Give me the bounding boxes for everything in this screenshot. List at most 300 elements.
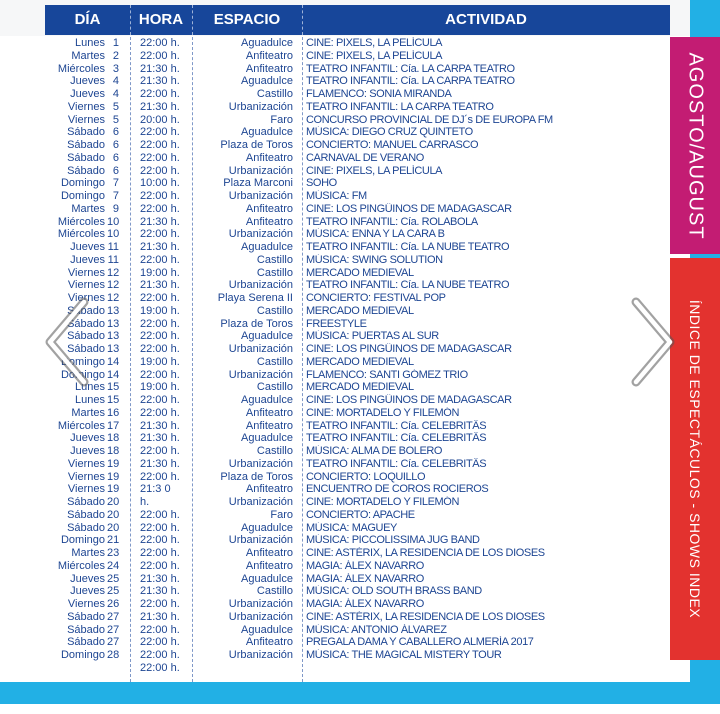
activity-cell: CINE: MORTADELO Y FILEMÓN <box>306 406 459 419</box>
table-row <box>45 624 670 637</box>
day-number-cell: 2 <box>112 49 119 62</box>
venue-cell: Anfiteatro <box>245 559 293 572</box>
venue-cell: Anfiteatro <box>245 406 293 419</box>
venue-cell: Castillo <box>256 88 293 100</box>
venue-cell: Castillo <box>256 266 293 279</box>
time-cell: 22:00 h. <box>140 253 180 266</box>
activity-cell: TEATRO INFANTIL: Cía. ROLABOLA <box>306 215 478 228</box>
tab-agosto-label: AGOSTO/AUGUST <box>684 51 707 240</box>
venue-cell: Urbanización <box>228 368 293 381</box>
activity-cell: CONCIERTO: MANUEL CARRASCO <box>306 139 479 151</box>
table-header <box>45 5 670 35</box>
table-row <box>45 50 670 63</box>
activity-cell: TEATRO INFANTIL: Cía. LA CARPA TEATRO <box>306 75 515 88</box>
day-number-cell: 13 <box>107 343 119 355</box>
table-row <box>45 88 670 101</box>
time-cell: 21:30 h. <box>140 419 180 432</box>
day-number-cell: 7 <box>112 190 119 202</box>
venue-cell: Urbanización <box>228 100 293 113</box>
table-row <box>45 101 670 114</box>
day-number-cell: 25 <box>107 585 119 598</box>
time-cell: 22:00 h. <box>140 623 180 636</box>
activity-cell: FLAMENCO: SANTI GÓMEZ TRIO <box>306 368 468 381</box>
activity-cell: MAGIA: ÁLEX NAVARRO <box>306 572 424 585</box>
time-cell: 22:00 h. <box>140 330 180 343</box>
venue-cell: Anfiteatro <box>245 483 293 496</box>
venue-cell: Plaza de Toros <box>220 139 293 151</box>
day-number-cell: 19 <box>107 457 119 470</box>
header-divider <box>192 5 193 35</box>
activity-cell: MERCADO MEDIEVAL <box>306 381 414 394</box>
time-cell: 19:00 h. <box>140 304 180 317</box>
time-cell: 22:00 h. <box>140 661 180 674</box>
activity-cell: CINE: ASTÉRIX, LA RESIDENCIA DE LOS DIOSES <box>306 547 545 559</box>
activity-cell: MAGIA: ÁLEX NAVARRO <box>306 598 424 610</box>
table-row <box>45 496 670 509</box>
day-cell: Jueves <box>70 445 105 457</box>
time-cell: 22:00 h. <box>140 394 180 406</box>
activity-cell: MAGIA: ÁLEX NAVARRO <box>306 559 424 572</box>
day-cell: Sábado <box>67 151 105 164</box>
activity-cell: CINE: MORTADELO Y FILEMÓN <box>306 496 459 508</box>
next-button[interactable] <box>622 296 682 388</box>
day-cell: Viernes <box>67 457 105 470</box>
activity-cell: CINE: PIXELS, LA PELÍCULA <box>306 164 443 177</box>
activity-cell: SOHO <box>306 177 337 190</box>
venue-cell: Urbanización <box>228 164 293 177</box>
venue-cell: Plaza de Toros <box>220 317 293 330</box>
day-number-cell: 18 <box>107 445 119 457</box>
venue-cell: Castillo <box>256 381 293 394</box>
day-cell: Miércoles <box>57 559 105 572</box>
day-number-cell: 4 <box>112 88 119 100</box>
activity-cell: TEATRO INFANTIL: Cía. LA NUBE TEATRO <box>306 279 510 292</box>
table-row <box>45 662 670 675</box>
venue-cell: Aguadulce <box>241 75 293 88</box>
day-cell: Viernes <box>67 483 105 496</box>
time-cell: 21:30 h. <box>140 572 180 585</box>
day-number-cell: 16 <box>107 406 119 419</box>
day-number-cell: 27 <box>107 610 119 623</box>
venue-cell: Playa Serena II <box>217 292 293 304</box>
day-cell: Domingo <box>60 368 105 381</box>
day-cell: Viernes <box>67 266 105 279</box>
day-number-cell: 25 <box>107 572 119 585</box>
day-cell: Martes <box>71 202 105 215</box>
table-row <box>45 573 670 586</box>
activity-cell: CONCIERTO: APACHE <box>306 508 415 521</box>
time-cell: 22:00 h. <box>140 470 180 483</box>
venue-cell: Aguadulce <box>241 126 293 139</box>
time-cell: 22:00 h. <box>140 88 180 100</box>
header-divider <box>130 5 131 35</box>
time-cell: 21:30 h. <box>140 610 180 623</box>
table-row <box>45 471 670 484</box>
venue-cell: Aguadulce <box>241 521 293 534</box>
table-row <box>45 369 670 382</box>
day-number-cell: 14 <box>107 355 119 368</box>
day-number-cell: 19 <box>107 483 119 496</box>
venue-cell: Castillo <box>256 585 293 598</box>
day-cell: Viernes <box>67 279 105 292</box>
time-cell: 22:00 h. <box>140 636 180 649</box>
time-cell: 22:00 h. <box>140 547 180 559</box>
venue-cell: Aguadulce <box>241 394 293 406</box>
time-cell: 19:00 h. <box>140 266 180 279</box>
day-number-cell: 15 <box>107 394 119 406</box>
time-cell: 10:00 h. <box>140 177 180 190</box>
day-number-cell: 9 <box>112 202 119 215</box>
time-cell: 21:30 h. <box>140 279 180 292</box>
day-cell: Sábado <box>67 521 105 534</box>
bottom-frame-strip <box>0 682 720 704</box>
time-cell: 21:30 h. <box>140 432 180 445</box>
table-row <box>45 203 670 216</box>
table-row <box>45 292 670 305</box>
day-number-cell: 1 <box>112 37 119 49</box>
table-row <box>45 126 670 139</box>
day-number-cell: 7 <box>112 177 119 190</box>
table-row <box>45 534 670 547</box>
activity-cell: MÚSICA: THE MAGICAL MISTERY TOUR <box>306 649 502 661</box>
activity-cell: MERCADO MEDIEVAL <box>306 355 414 368</box>
day-cell: Jueves <box>70 253 105 266</box>
day-number-cell: 5 <box>112 113 119 126</box>
table-row <box>45 216 670 229</box>
table-row <box>45 279 670 292</box>
day-number-cell: 13 <box>107 330 119 343</box>
venue-cell: Urbanización <box>228 610 293 623</box>
time-cell: 22:00 h. <box>140 317 180 330</box>
day-cell: Jueves <box>70 75 105 88</box>
day-cell: Lunes <box>75 37 105 49</box>
venue-cell: Urbanización <box>228 534 293 547</box>
day-cell: Viernes <box>67 598 105 610</box>
time-cell: 22:00 h. <box>140 139 180 151</box>
header-espacio: ESPACIO <box>213 11 281 28</box>
venue-cell: Anfiteatro <box>245 636 293 649</box>
day-cell: Sábado <box>67 126 105 139</box>
activity-cell: TEATRO INFANTIL: Cía. LA CARPA TEATRO <box>306 62 515 75</box>
time-cell: 21:3 0 <box>140 483 171 496</box>
activity-cell: TEATRO INFANTIL: Cía. CELEBRITÂS <box>306 419 487 432</box>
day-cell: Domingo <box>60 177 105 190</box>
day-cell: Martes <box>71 49 105 62</box>
table-row <box>45 420 670 433</box>
day-number-cell: 23 <box>107 547 119 559</box>
venue-cell: Aguadulce <box>241 572 293 585</box>
table-row <box>45 343 670 356</box>
day-cell: Jueves <box>70 241 105 253</box>
time-cell: 22:00 h. <box>140 190 180 202</box>
venue-cell: Castillo <box>256 355 293 368</box>
time-cell: 22:00 h. <box>140 598 180 610</box>
table-row <box>45 483 670 496</box>
activity-cell: MÚSICA: ENNA Y LA CARA B <box>306 228 445 241</box>
time-cell: 21:30 h. <box>140 585 180 598</box>
activity-cell: ENCUENTRO DE COROS ROCIEROS <box>306 483 489 496</box>
day-cell: Sábado <box>67 508 105 521</box>
venue-cell: Castillo <box>256 304 293 317</box>
day-cell: Domingo <box>60 190 105 202</box>
day-number-cell: 6 <box>112 139 119 151</box>
venue-cell: Anfiteatro <box>245 547 293 559</box>
activity-cell: MÚSICA: DIEGO CRUZ QUINTETO <box>306 126 473 139</box>
venue-cell: Castillo <box>256 445 293 457</box>
time-cell: 21:30 h. <box>140 241 180 253</box>
table-row <box>45 598 670 611</box>
activity-cell: CINE: LOS PINGÜINOS DE MADAGASCAR <box>306 343 512 355</box>
table-row <box>45 394 670 407</box>
venue-cell: Urbanización <box>228 279 293 292</box>
day-number-cell: 3 <box>112 62 119 75</box>
table-row <box>45 585 670 598</box>
day-cell: Martes <box>71 547 105 559</box>
table-row <box>45 432 670 445</box>
table-row <box>45 228 670 241</box>
table-row <box>45 407 670 420</box>
venue-cell: Faro <box>270 113 293 126</box>
day-number-cell: 6 <box>112 126 119 139</box>
day-cell: Lunes <box>75 394 105 406</box>
tab-indice-label: ÍNDICE DE ESPECTÁCULOS - SHOWS INDEX <box>687 299 703 619</box>
table-row <box>45 318 670 331</box>
day-number-cell: 18 <box>107 432 119 445</box>
activity-cell: CINE: ASTÉRIX, LA RESIDENCIA DE LOS DIOSES <box>306 610 545 623</box>
day-number-cell: 15 <box>107 381 119 394</box>
day-number-cell: 6 <box>112 164 119 177</box>
day-cell: Sábado <box>67 636 105 649</box>
time-cell: 21:30 h. <box>140 100 180 113</box>
activity-cell: MÚSICA: MAGUEY <box>306 521 397 534</box>
activity-cell: MERCADO MEDIEVAL <box>306 304 414 317</box>
day-number-cell: 4 <box>112 75 119 88</box>
venue-cell: Aguadulce <box>241 330 293 343</box>
venue-cell: Aguadulce <box>241 241 293 253</box>
day-number-cell: 26 <box>107 598 119 610</box>
table-row <box>45 522 670 535</box>
day-cell: Viernes <box>67 113 105 126</box>
day-cell: Miércoles <box>57 419 105 432</box>
previous-button[interactable] <box>38 296 98 388</box>
activity-cell: CONCIERTO: LOQUILLO <box>306 470 426 483</box>
day-number-cell: 12 <box>107 266 119 279</box>
activity-cell: CONCURSO PROVINCIAL DE DJ´s DE EUROPA FM <box>306 113 553 126</box>
activity-cell: CARNAVAL DE VERANO <box>306 151 424 164</box>
time-cell: 21:30 h. <box>140 62 180 75</box>
day-number-cell: 27 <box>107 623 119 636</box>
time-cell: 22:00 h. <box>140 37 180 49</box>
activity-cell: MÚSICA: PUERTAS AL SUR <box>306 330 439 343</box>
table-row <box>45 177 670 190</box>
time-cell: 19:00 h. <box>140 381 180 394</box>
activity-cell: MÚSICA: OLD SOUTH BRASS BAND <box>306 585 482 598</box>
day-number-cell: 11 <box>107 253 119 266</box>
venue-cell: Urbanización <box>228 228 293 241</box>
activity-cell: PREGALA DAMA Y CABALLERO ALMERÍA 2017 <box>306 636 534 649</box>
time-cell: 22:00 h. <box>140 202 180 215</box>
day-cell: Sábado <box>67 623 105 636</box>
day-cell: Lunes <box>75 381 105 394</box>
day-cell: Miércoles <box>57 62 105 75</box>
activity-cell: TEATRO INFANTIL: LA CARPA TEATRO <box>306 100 494 113</box>
day-cell: Sábado <box>67 343 105 355</box>
day-number-cell: 21 <box>107 534 119 547</box>
table-row <box>45 190 670 203</box>
table-row <box>45 356 670 369</box>
header-hora: HORA <box>138 11 184 28</box>
activity-cell: TEATRO INFANTIL: Cía. CELEBRITÂS <box>306 457 487 470</box>
activity-cell: FLAMENCO: SONIA MIRANDA <box>306 88 452 100</box>
table-row <box>45 445 670 458</box>
time-cell: 22:00 h. <box>140 164 180 177</box>
day-number-cell: 20 <box>107 496 119 508</box>
time-cell: 22:00 h. <box>140 649 180 661</box>
table-row <box>45 75 670 88</box>
day-cell: Sábado <box>67 610 105 623</box>
day-cell: Martes <box>71 406 105 419</box>
venue-cell: Urbanización <box>228 598 293 610</box>
time-cell: 20:00 h. <box>140 113 180 126</box>
table-row <box>45 636 670 649</box>
table-row <box>45 330 670 343</box>
day-cell: Domingo <box>60 649 105 661</box>
day-number-cell: 27 <box>107 636 119 649</box>
time-cell: 22:00 h. <box>140 406 180 419</box>
day-number-cell: 12 <box>107 279 119 292</box>
day-number-cell: 12 <box>107 292 119 304</box>
venue-cell: Anfiteatro <box>245 215 293 228</box>
venue-cell: Plaza Marconi <box>223 177 293 190</box>
activity-cell: CONCIERTO: FESTIVAL POP <box>306 292 446 304</box>
venue-cell: Anfiteatro <box>245 62 293 75</box>
table-row <box>45 267 670 280</box>
day-cell: Viernes <box>67 292 105 304</box>
day-number-cell: 5 <box>112 100 119 113</box>
day-cell: Sábado <box>67 139 105 151</box>
day-cell: Jueves <box>70 88 105 100</box>
day-number-cell: 24 <box>107 559 119 572</box>
time-cell: 21:30 h. <box>140 75 180 88</box>
table-row <box>45 458 670 471</box>
chevron-right-icon <box>622 296 682 388</box>
header-dia: DÍA <box>74 11 101 28</box>
venue-cell: Urbanización <box>228 496 293 508</box>
venue-cell: Urbanización <box>228 190 293 202</box>
chevron-left-icon <box>38 296 98 388</box>
tab-agosto-august[interactable] <box>670 37 720 254</box>
venue-cell: Aguadulce <box>241 623 293 636</box>
time-cell: 21:30 h. <box>140 457 180 470</box>
day-cell: Sábado <box>67 496 105 508</box>
table-row <box>45 611 670 624</box>
venue-cell: Plaza de Toros <box>220 470 293 483</box>
venue-cell: Urbanización <box>228 343 293 355</box>
day-cell: Jueves <box>70 432 105 445</box>
activity-cell: CINE: LOS PINGÜINOS DE MADAGASCAR <box>306 394 512 406</box>
activity-cell: TEATRO INFANTIL: Cía. LA NUBE TEATRO <box>306 241 510 253</box>
day-cell: Sábado <box>67 164 105 177</box>
activity-cell: MÚSICA: PICCOLISSIMA JUG BAND <box>306 534 480 547</box>
venue-cell: Aguadulce <box>241 37 293 49</box>
venue-cell: Faro <box>270 508 293 521</box>
table-row <box>45 241 670 254</box>
day-cell: Viernes <box>67 470 105 483</box>
activity-cell: MÚSICA: ANTONIO ÁLVAREZ <box>306 623 447 636</box>
venue-cell: Castillo <box>256 253 293 266</box>
day-cell: Domingo <box>60 355 105 368</box>
day-number-cell: 13 <box>107 317 119 330</box>
time-cell: 22:00 h. <box>140 228 180 241</box>
table-row <box>45 305 670 318</box>
day-number-cell: 20 <box>107 508 119 521</box>
table-row <box>45 254 670 267</box>
activity-cell: FREESTYLE <box>306 317 367 330</box>
venue-cell: Anfiteatro <box>245 151 293 164</box>
day-number-cell: 20 <box>107 521 119 534</box>
time-cell: 21:30 h. <box>140 215 180 228</box>
time-cell: 22:00 h. <box>140 292 180 304</box>
day-cell: Sábado <box>67 330 105 343</box>
time-cell: 22:00 h. <box>140 508 180 521</box>
day-cell: Jueves <box>70 585 105 598</box>
activity-cell: TEATRO INFANTIL: Cía. CELEBRITÂS <box>306 432 487 445</box>
day-number-cell: 10 <box>107 228 119 241</box>
time-cell: 22:00 h. <box>140 445 180 457</box>
venue-cell: Anfiteatro <box>245 49 293 62</box>
time-cell: 22:00 h. <box>140 534 180 547</box>
time-cell: 22:00 h. <box>140 151 180 164</box>
table-row <box>45 37 670 50</box>
time-cell: 19:00 h. <box>140 355 180 368</box>
table-row <box>45 381 670 394</box>
day-cell: Miércoles <box>57 228 105 241</box>
schedule-table-body <box>45 37 670 675</box>
table-row <box>45 165 670 178</box>
activity-cell: MERCADO MEDIEVAL <box>306 266 414 279</box>
table-row <box>45 649 670 662</box>
day-number-cell: 17 <box>107 419 119 432</box>
day-number-cell: 19 <box>107 470 119 483</box>
table-row <box>45 560 670 573</box>
table-row <box>45 114 670 127</box>
day-cell: Miércoles <box>57 215 105 228</box>
time-cell: 22:00 h. <box>140 126 180 139</box>
table-row <box>45 63 670 76</box>
table-row <box>45 152 670 165</box>
day-number-cell: 28 <box>107 649 119 661</box>
day-cell: Domingo <box>60 534 105 547</box>
time-cell: 22:00 h. <box>140 368 180 381</box>
activity-cell: MÚSICA: SWING SOLUTION <box>306 253 443 266</box>
day-number-cell: 11 <box>107 241 119 253</box>
day-number-cell: 13 <box>107 304 119 317</box>
table-row <box>45 547 670 560</box>
activity-cell: CINE: LOS PINGÜINOS DE MADAGASCAR <box>306 202 512 215</box>
day-number-cell: 10 <box>107 215 119 228</box>
table-row <box>45 509 670 522</box>
time-cell: 22:00 h. <box>140 559 180 572</box>
table-row <box>45 139 670 152</box>
venue-cell: Aguadulce <box>241 432 293 445</box>
time-cell: 22:00 h. <box>140 343 180 355</box>
day-number-cell: 6 <box>112 151 119 164</box>
time-cell: 22:00 h. <box>140 49 180 62</box>
time-cell: 22:00 h. <box>140 521 180 534</box>
activity-cell: CINE: PIXELS, LA PELÍCULA <box>306 37 443 49</box>
venue-cell: Anfiteatro <box>245 419 293 432</box>
day-number-cell: 14 <box>107 368 119 381</box>
